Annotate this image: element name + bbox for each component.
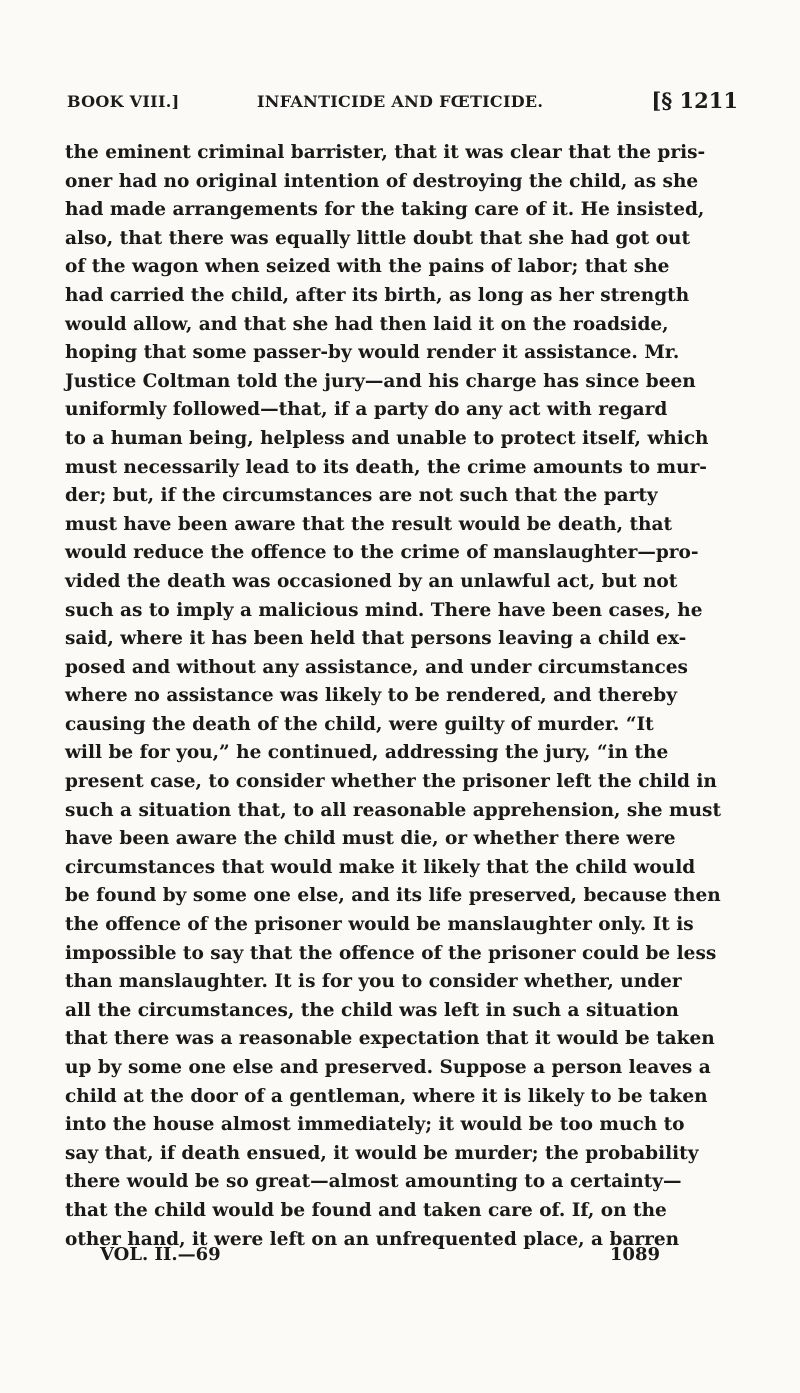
text-line: have been aware the child must die, or whether there were (65, 828, 676, 850)
text-line: such as to imply a malicious mind. There have been cases, he (65, 599, 703, 621)
text-line: circumstances that would make it likely that the child would (65, 856, 696, 878)
text-line: uniformly followed—that, if a party do any act with regard (65, 399, 668, 421)
text-line: to a human being, helpless and unable to protect itself, which (65, 427, 709, 449)
text-line: than manslaughter. It is for you to consider whether, under (65, 971, 682, 993)
text-line: where no assistance was likely to be rendered, and thereby (65, 685, 677, 707)
text-line: posed and without any assistance, and under circumstances (65, 656, 688, 678)
text-line: up by some one else and preserved. Suppose a person leaves a (65, 1057, 711, 1078)
text-line: Justice Coltman told the jury—and his charge has since been (65, 370, 696, 392)
text-line: the eminent criminal barrister, that it was clear that the pris- (65, 142, 706, 163)
text-line: the offence of the prisoner would be manslaughter only. It is (65, 914, 694, 936)
text-line: into the house almost immediately; it would be too much to (65, 1114, 685, 1136)
text-line: must necessarily lead to its death, the crime amounts to mur- (65, 456, 707, 478)
text-line: causing the death of the child, were guilty of murder. “It (65, 713, 654, 735)
text-line: such a situation that, to all reasonable apprehension, she must (65, 799, 721, 821)
text-line: oner had no original intention of destroying the child, as she (65, 170, 699, 192)
running-head-title: INFANTICIDE AND FŒTICIDE. (257, 92, 544, 111)
text-line: there would be so great—almost amounting to a certainty— (65, 1171, 682, 1193)
signature-mark: VOL. II.—69 (100, 1244, 221, 1265)
running-head-section: [§ 1211 (651, 88, 738, 113)
text-line: say that, if death ensued, it would be murder; the probability (65, 1142, 699, 1164)
body-text (65, 139, 738, 1254)
text-line: be found by some one else, and its life preserved, because then (65, 885, 721, 907)
text-line: will be for you,” he continued, addressing the jury, “in the (65, 742, 669, 764)
text-line: that there was a reasonable expectation that it would be taken (65, 1028, 715, 1050)
text-line: must have been aware that the result would be death, that (65, 513, 672, 535)
text-line: of the wagon when seized with the pains of labor; that she (65, 256, 670, 278)
text-line: other hand, it were left on an unfrequented place, a barren (65, 1228, 680, 1250)
text-line: all the circumstances, the child was left in such a situation (65, 999, 679, 1021)
text-line: impossible to say that the offence of the prisoner could be less (65, 942, 717, 964)
text-line: had carried the child, after its birth, as long as her strength (65, 284, 690, 306)
running-head (67, 88, 738, 118)
text-line: der; but, if the circumstances are not such that the party (65, 485, 658, 507)
text-line: that the child would be found and taken care of. If, on the (65, 1199, 667, 1221)
text-line: child at the door of a gentleman, where it is likely to be taken (65, 1085, 708, 1107)
text-line: had made arrangements for the taking care of it. He insisted, (65, 199, 705, 221)
text-line: present case, to consider whether the prisoner left the child in (65, 771, 717, 793)
text-line: hoping that some passer-by would render it assistance. Mr. (65, 342, 680, 364)
text-line: said, where it has been held that persons leaving a child ex- (65, 628, 687, 650)
text-line: vided the death was occasioned by an unlawful act, but not (65, 570, 678, 592)
page-number: 1089 (609, 1244, 660, 1265)
page-footer (100, 1244, 660, 1272)
text-line: would allow, and that she had then laid it on the roadside, (65, 313, 669, 335)
text-line: would reduce the offence to the crime of manslaughter—pro- (65, 542, 699, 564)
text-line: also, that there was equally little doubt that she had got out (65, 227, 690, 249)
running-head-book: BOOK VIII.] (67, 92, 180, 111)
